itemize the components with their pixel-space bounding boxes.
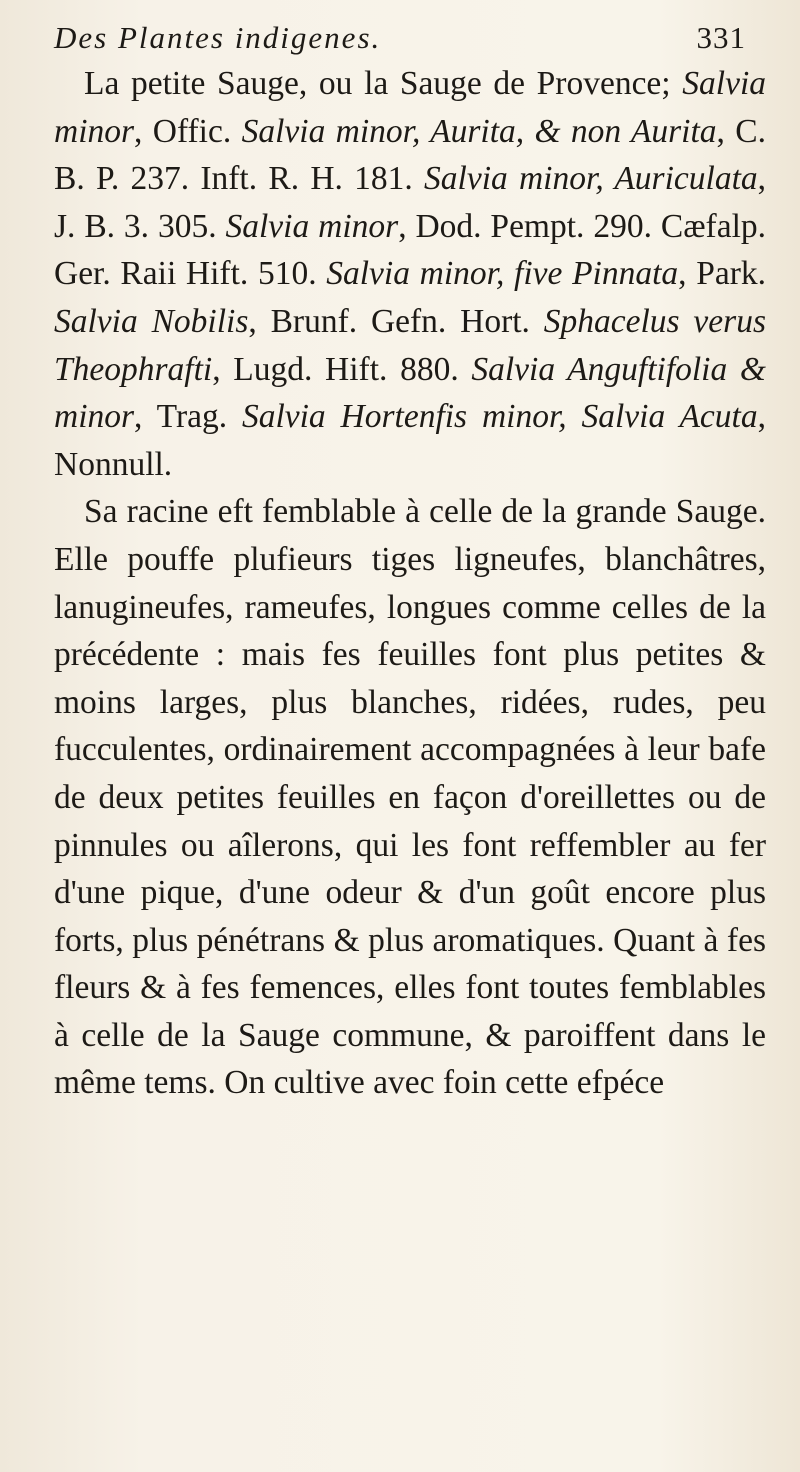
text-run: , Nonnull. (54, 398, 766, 483)
text-run: Sa racine eft femblable à celle de la grande Sauge. Elle pouffe plufieurs tiges ligneufes, blanchâtres, lanugineufes, rameufes, longues comme celles de la précédente : mais fes feuilles font plus petites & moins larges, plus blanches, ridées, rudes, peu fucculentes, ordinairement accompagnées à leur bafe de deux petites feuilles en façon d'oreillettes ou de pinnules ou aîlerons, qui les font reffembler au fer d'une pique, d'une odeur & d'un goût encore plus forts, plus pénétrans & plus aromatiques. Quant à fes fleurs & à fes femences, elles font toutes femblables à celle de la Sauge commune, & paroiffent dans le même tems. On cultive avec foin cette efpéce (54, 493, 766, 1102)
italic-text: Salvia minor, five Pinnata (326, 255, 679, 293)
italic-text: Salvia minor, Auriculata (424, 160, 758, 198)
text-run: , Park. (678, 255, 766, 293)
text-run: , Offic. (134, 112, 242, 150)
text-run: , Brunf. Gefn. Hort. (248, 302, 544, 340)
paragraph (54, 488, 766, 1107)
text-run: , Lugd. Hift. 880. (212, 350, 472, 388)
paragraph (54, 60, 766, 488)
text-run: , J. B. 3. 305. (54, 160, 766, 245)
italic-text: Salvia Anguftifolia & minor (54, 350, 766, 436)
italic-text: Salvia Nobilis (54, 302, 249, 340)
text-run: , Trag. (134, 398, 242, 436)
italic-text: Sphacelus verus Theophrafti (54, 302, 766, 388)
text-run: La petite Sauge, ou la Sauge de Provence; (84, 65, 683, 102)
italic-text: Salvia minor, Aurita, & non Aurita (241, 112, 717, 150)
page-number: 331 (696, 20, 746, 55)
running-title: Des Plantes indigenes. (54, 20, 382, 55)
text-run: , C. B. P. 237. Inft. R. H. 181. (54, 112, 766, 198)
text-run: , Dod. Pempt. 290. Cæfalp. Ger. Raii Hift. 510. (54, 207, 767, 293)
italic-text: Salvia minor (54, 65, 766, 150)
body-text (54, 60, 766, 1107)
italic-text: Salvia Hortenfis minor, Salvia Acuta (241, 398, 758, 436)
italic-text: Salvia minor (225, 207, 399, 245)
